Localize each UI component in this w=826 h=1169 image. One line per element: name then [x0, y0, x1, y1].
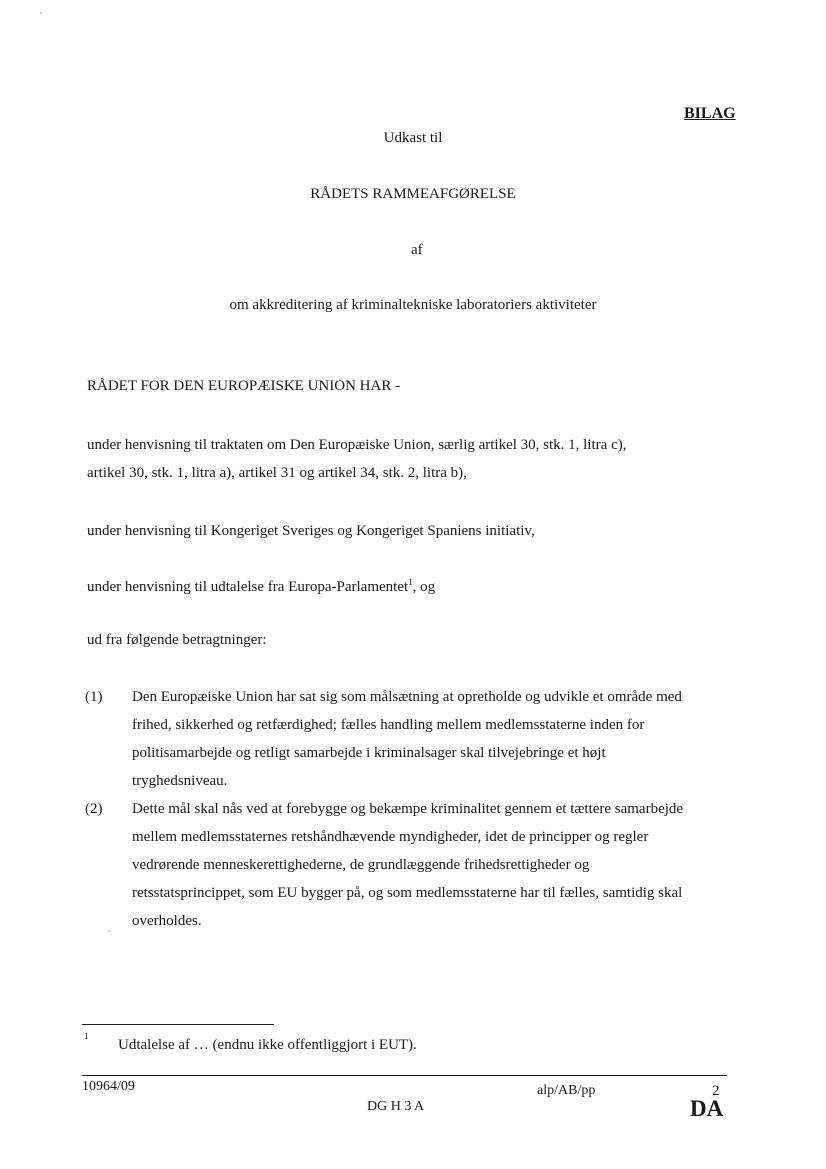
- scan-speck: [108, 930, 110, 932]
- recital-line: Den Europæiske Union har sat sig som målsætning at opretholde og udvikle et område med: [132, 689, 682, 705]
- recital-number: (2): [85, 801, 103, 817]
- recital-line: politisamarbejde og retligt samarbejde i kriminalsager skal tilvejebringe et højt: [132, 745, 606, 761]
- footer-divider: [82, 1075, 727, 1076]
- recital-treaty: [87, 431, 737, 487]
- department-code: DG H 3 A: [367, 1099, 425, 1114]
- recital-parliament-text: under henvisning til udtalelse fra Europa-Parlamentet: [87, 579, 409, 595]
- recital-line: Dette mål skal nås ved at forebygge og bekæmpe kriminalitet gennem et tættere samarbejde: [132, 801, 684, 817]
- recital-parliament-end: , og: [412, 579, 436, 595]
- title-draft: Udkast til: [383, 130, 443, 146]
- recital-treaty-line: under henvisning til traktaten om Den Europæiske Union, særlig artikel 30, stk. 1, litra c),: [87, 437, 627, 453]
- recital-number: (1): [85, 689, 103, 705]
- recital-text: [132, 683, 732, 795]
- recital-line: retsstatsprincippet, som EU bygger på, og som medlemsstaterne har til fælles, samtidig skal: [132, 885, 683, 901]
- recital-line: overholdes.: [132, 913, 202, 929]
- page-number: 2: [712, 1083, 720, 1099]
- title-act: RÅDETS RAMMEAFGØRELSE: [310, 186, 516, 202]
- recital-line: vedrørende menneskerettighederne, de grundlæggende frihedsrettigheder og: [132, 857, 590, 873]
- recital-initiative: under henvisning til Kongeriget Sveriges og Kongeriget Spaniens initiativ,: [87, 523, 535, 539]
- recital-line: tryghedsniveau.: [132, 773, 228, 789]
- recital-line: frihed, sikkerhed og retfærdighed; fælles handling mellem medlemsstaterne inden for: [132, 717, 645, 733]
- recital-line: mellem medlemsstaternes retshåndhævende myndigheder, idet de principper og regler: [132, 829, 649, 845]
- footnote-text: Udtalelse af … (endnu ikke offentliggjort i EUT).: [118, 1037, 417, 1053]
- footnote-mark: 1: [84, 1031, 89, 1041]
- scan-speck: [40, 12, 42, 14]
- recital-parliament: [87, 573, 737, 601]
- author-reference: alp/AB/pp: [537, 1083, 596, 1098]
- annex-label: BILAG: [684, 105, 736, 122]
- considerations-intro: ud fra følgende betragtninger:: [87, 632, 267, 648]
- document-number: 10964/09: [82, 1079, 135, 1094]
- title-subject: om akkreditering af kriminaltekniske laboratoriers aktiviteter: [229, 297, 597, 313]
- title-of: af: [411, 242, 423, 258]
- footnote-reference[interactable]: 1: [408, 577, 413, 587]
- council-heading: RÅDET FOR DEN EUROPÆISKE UNION HAR -: [87, 378, 401, 394]
- recital-text: [132, 795, 732, 935]
- language-code: DA: [690, 1096, 724, 1121]
- recital-treaty-line: artikel 30, stk. 1, litra a), artikel 31 og artikel 34, stk. 2, litra b),: [87, 465, 467, 481]
- footnote-divider: [82, 1024, 274, 1025]
